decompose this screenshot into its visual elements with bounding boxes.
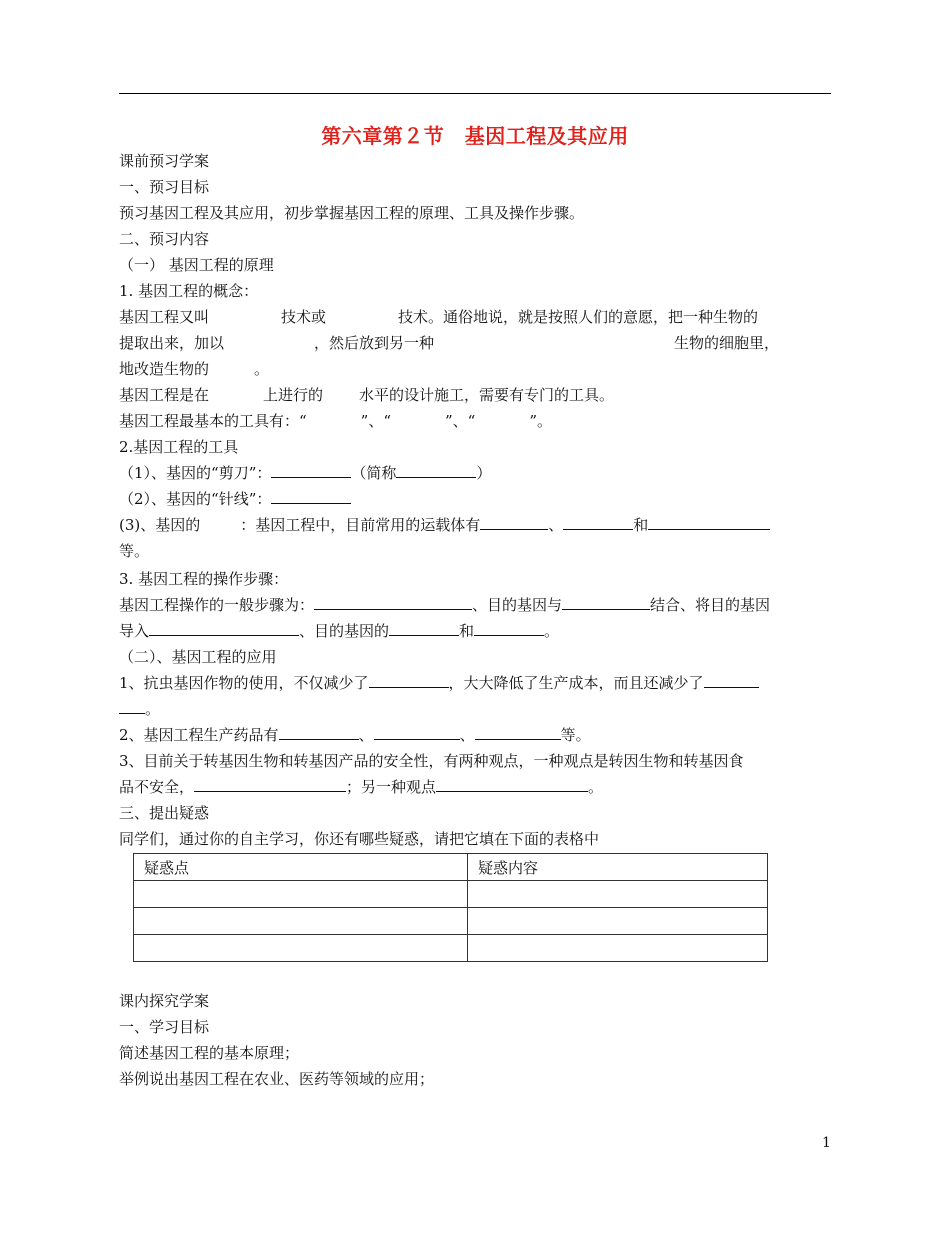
- concept-line-1: 基因工程又叫 技术或 技术。通俗地说，就是按照人们的意愿，把一种生物的: [119, 308, 759, 326]
- fill-blank[interactable]: [475, 722, 561, 740]
- fill-blank[interactable]: [374, 722, 460, 740]
- tool-needle: （2）、基因的“针线”：: [119, 486, 831, 512]
- section-preview-content: 二、预习内容: [119, 230, 210, 248]
- fill-blank[interactable]: [562, 592, 650, 610]
- table-cell[interactable]: [468, 935, 768, 962]
- learning-goal-2: 举例说出基因工程在农业、医药等领域的应用；: [119, 1070, 435, 1088]
- fill-blank[interactable]: [563, 512, 633, 530]
- table-row: [134, 908, 768, 935]
- fill-blank[interactable]: [194, 774, 346, 792]
- section-doubts: 三、提出疑惑: [119, 804, 210, 822]
- page-title: 第六章第２节 基因工程及其应用: [321, 124, 629, 148]
- fill-blank[interactable]: [279, 722, 359, 740]
- application-1-end: 。: [119, 696, 831, 722]
- concept-line-3: 地改造生物的 。: [119, 360, 270, 378]
- steps-line-2: 导入 、目的基因的 和 。: [119, 618, 831, 644]
- header-rule: [119, 93, 831, 94]
- section-heading-inclass: 课内探究学案: [119, 992, 210, 1010]
- fill-blank[interactable]: [369, 670, 449, 688]
- tools-heading: 2.基因工程的工具: [119, 438, 239, 456]
- fill-blank[interactable]: [436, 774, 588, 792]
- concept-line-4: 基因工程是在 上进行的 水平的设计施工，需要有专门的工具。: [119, 386, 615, 404]
- fill-blank[interactable]: [119, 696, 145, 714]
- column-header-doubt-point: 疑惑点: [134, 854, 468, 881]
- fill-blank[interactable]: [396, 460, 476, 478]
- fill-blank[interactable]: [474, 618, 544, 636]
- application-2: 2、基因工程生产药品有 、 、 等。: [119, 722, 831, 748]
- tool-vector: (3)、基因的 ：基因工程中，目前常用的运载体有 、 和: [119, 512, 831, 538]
- subsection-application: （二）、基因工程的应用: [119, 648, 277, 666]
- fill-blank[interactable]: [271, 460, 351, 478]
- steps-heading: 3. 基因工程的操作步骤：: [119, 570, 289, 588]
- application-3-end: 品不安全， ；另一种观点 。: [119, 774, 831, 800]
- section-heading-preview: 课前预习学案: [119, 152, 210, 170]
- tool-scissors: （1）、基因的“剪刀”： （简称 ）: [119, 460, 831, 486]
- table-cell[interactable]: [468, 881, 768, 908]
- concept-line-2: 提取出来，加以 ，然后放到另一种 生物的细胞里，: [119, 334, 780, 352]
- tool-vector-end: 等。: [119, 542, 150, 560]
- application-3: 3、目前关于转基因生物和转基因产品的安全性，有两种观点，一种观点是转因生物和转基因食: [119, 752, 744, 770]
- fill-blank[interactable]: [389, 618, 459, 636]
- fill-blank[interactable]: [480, 512, 548, 530]
- learning-goal-1: 简述基因工程的基本原理；: [119, 1044, 300, 1062]
- fill-blank[interactable]: [648, 512, 770, 530]
- preview-goal-text: 预习基因工程及其应用，初步掌握基因工程的原理、工具及操作步骤。: [119, 204, 585, 222]
- concept-line-5: 基因工程最基本的工具有：“ ”、“ ”、“ ”。: [119, 412, 553, 430]
- table-row: [134, 881, 768, 908]
- concept-heading: 1. 基因工程的概念：: [119, 282, 259, 300]
- section-learning-goals: 一、学习目标: [119, 1018, 210, 1036]
- subsection-principle: （一） 基因工程的原理: [119, 256, 274, 274]
- column-header-doubt-content: 疑惑内容: [468, 854, 768, 881]
- fill-blank[interactable]: [314, 592, 472, 610]
- table-cell[interactable]: [468, 908, 768, 935]
- doubts-intro: 同学们，通过你的自主学习，你还有哪些疑惑，请把它填在下面的表格中: [119, 830, 600, 848]
- section-preview-goals: 一、预习目标: [119, 178, 210, 196]
- application-1: 1、抗虫基因作物的使用，不仅减少了 ，大大降低了生产成本，而且还减少了: [119, 670, 831, 696]
- table-cell[interactable]: [134, 935, 468, 962]
- steps-line-1: 基因工程操作的一般步骤为： 、目的基因与 结合、将目的基因: [119, 592, 831, 618]
- table-header-row: [134, 854, 768, 881]
- doubts-table: [133, 853, 768, 962]
- table-cell[interactable]: [134, 908, 468, 935]
- fill-blank[interactable]: [704, 670, 759, 688]
- fill-blank[interactable]: [149, 618, 299, 636]
- table-row: [134, 935, 768, 962]
- table-cell[interactable]: [134, 881, 468, 908]
- fill-blank[interactable]: [271, 486, 351, 504]
- page-number: 1: [822, 1135, 831, 1151]
